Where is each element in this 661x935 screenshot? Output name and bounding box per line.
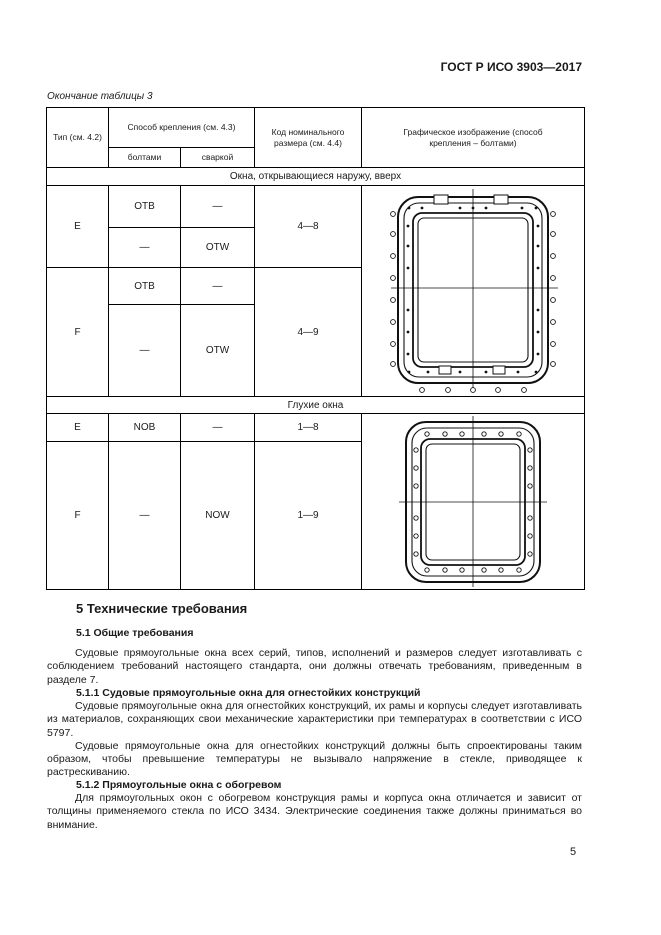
- cell-size-code: 4—8: [255, 186, 362, 268]
- drawing-opening-window: [362, 186, 585, 397]
- subsection-5-1-1: 5.1.1 Судовые прямоугольные окна для огнестойких конструкций: [76, 687, 421, 699]
- cell-bolts: NOB: [109, 414, 181, 442]
- col-type-header: Тип (см. 4.2): [47, 108, 109, 168]
- cell-welding: —: [181, 268, 255, 305]
- paragraph-text: Судовые прямоугольные окна для огнестойких конструкций, их рамы и корпусы следует изготавливать из материалов, сохраняющих свои механические характеристики при температурах в соответствии с ИСО 5797.: [47, 700, 582, 739]
- row-type: F: [47, 442, 109, 590]
- col-code-header: Код номинального размера (см. 4.4): [255, 108, 362, 168]
- row-type: F: [47, 268, 109, 397]
- cell-size-code: 1—8: [255, 414, 362, 442]
- col-bolts-header: болтами: [109, 148, 181, 168]
- document-header: ГОСТ Р ИСО 3903—2017: [440, 60, 582, 74]
- cell-size-code: 4—9: [255, 268, 362, 397]
- cell-welding: NOW: [181, 442, 255, 590]
- row-type: E: [47, 186, 109, 268]
- drawing-fixed-window: [362, 414, 585, 590]
- paragraph-text: Судовые прямоугольные окна для огнестойких конструкций должны быть спроектированы таким образом, чтобы превышение температуры не вызывало напряжение в стекле, приводящее к растрескиванию.: [47, 739, 582, 779]
- cell-welding: —: [181, 414, 255, 442]
- page-number: 5: [570, 846, 577, 858]
- cell-bolts: —: [109, 305, 181, 397]
- row-type: E: [47, 414, 109, 442]
- cell-bolts: OTB: [109, 186, 181, 228]
- cell-size-code: 1—9: [255, 442, 362, 590]
- table-caption: Окончание таблицы 3: [47, 91, 153, 102]
- subsection-5-1: 5.1 Общие требования: [76, 627, 194, 639]
- cell-bolts: OTB: [109, 268, 181, 305]
- cell-bolts: —: [109, 228, 181, 268]
- group-opening-windows: Окна, открывающиеся наружу, вверх: [47, 168, 585, 186]
- group-fixed-windows: Глухие окна: [47, 397, 585, 414]
- paragraph-5-1: [47, 647, 582, 687]
- col-welding-header: сваркой: [181, 148, 255, 168]
- section-title: 5 Технические требования: [76, 601, 248, 616]
- paragraph-text: Для прямоугольных окон с обогревом конструкция рамы и корпуса окна отличается и зависит от толщины применяемого стекла по ИСО 3434. Электрические соединения также должны приниматься во внимание.: [47, 792, 582, 831]
- paragraph-5-1-1: [47, 700, 582, 780]
- col-drawing-header: Графическое изображение (способ крепления – болтами): [362, 108, 585, 168]
- opening-window-drawing: [362, 186, 583, 396]
- subsection-5-1-2: 5.1.2 Прямоугольные окна с обогревом: [76, 779, 282, 791]
- fixed-window-drawing: [362, 414, 583, 589]
- cell-bolts: —: [109, 442, 181, 590]
- paragraph-text: Судовые прямоугольные окна всех серий, типов, исполнений и размеров следует изготавливать с соблюдением требований настоящего стандарта, они должны отвечать требованиям, приведенным в разделе 7.: [47, 647, 582, 686]
- cell-welding: OTW: [181, 228, 255, 268]
- col-fastening-header: Способ крепления (см. 4.3): [109, 108, 255, 148]
- cell-welding: —: [181, 186, 255, 228]
- paragraph-5-1-2: [47, 792, 582, 832]
- table-3: [46, 107, 585, 590]
- cell-welding: OTW: [181, 305, 255, 397]
